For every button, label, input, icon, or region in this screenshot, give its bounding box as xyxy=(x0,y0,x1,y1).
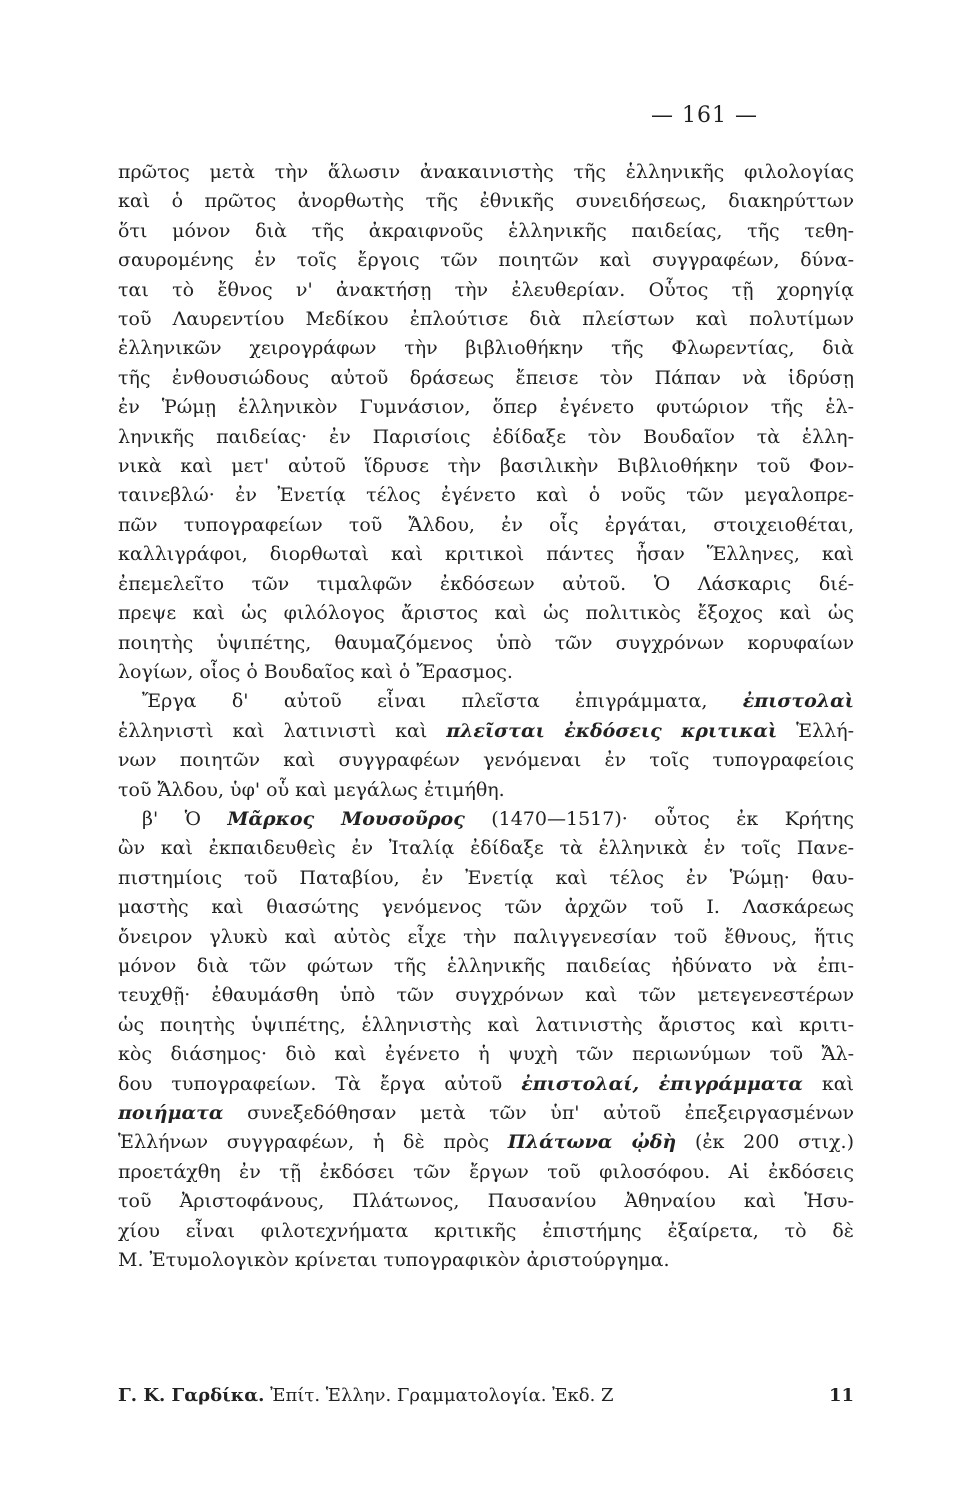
text-line: νων ποιητῶν καὶ συγγραφέων γενόμεναι ἐν τοῖς τυπογραφείοις xyxy=(118,749,854,772)
text-line: ποιήματα συνεξεδόθησαν μετὰ τῶν ὑπ' αὐτοῦ ἐπεξειργασμένων xyxy=(118,1102,854,1124)
text-line: ἐν Ῥώμῃ ἑλληνικὸν Γυμνάσιον, ὅπερ ἐγένετο φυτώριον τῆς ἑλ- xyxy=(118,396,854,419)
body-text xyxy=(118,158,854,1275)
emphasized-term: Πλάτωνα ᾠδὴ xyxy=(507,1131,677,1154)
text-line: πῶν τυπογραφείων τοῦ Ἄλδου, ἐν οἷς ἐργάται, στοιχειοθέται, xyxy=(118,513,854,536)
text-line: σαυρομένης ἐν τοῖς ἔργοις τῶν ποιητῶν καὶ συγγραφέων, δύνα- xyxy=(118,249,854,272)
emphasized-term: ποιήματα xyxy=(118,1102,224,1124)
text-line: ται τὸ ἔθνος ν' ἀνακτήσῃ τὴν ἐλευθερίαν. Οὗτος τῇ χορηγίᾳ xyxy=(118,278,854,301)
text-line: τοῦ Ἄλδου, ὑφ' οὗ καὶ μεγάλως ἐτιμήθη. xyxy=(118,778,505,801)
text-line: ταινεβλώ· ἐν Ἐνετίᾳ τέλος ἐγένετο καὶ ὁ νοῦς τῶν μεγαλοπρε- xyxy=(118,484,854,507)
footer-title: Ἐπίτ. Ἑλλην. Γραμματολογία. Ἐκδ. Ζ xyxy=(270,1385,614,1406)
text-line: τοῦ Λαυρεντίου Μεδίκου ἐπλούτισε διὰ πλείστων καὶ πολυτίμων xyxy=(118,308,854,331)
text-line: πρεψε καὶ ὡς φιλόλογος ἄριστος καὶ ὡς πολιτικὸς ἔξοχος καὶ ὡς xyxy=(118,602,854,625)
text-line: χίου εἶναι φιλοτεχνήματα κριτικῆς ἐπιστήμης ἐξαίρετα, τὸ δὲ xyxy=(118,1219,854,1242)
emphasized-term: ἐπιστολαί, ἐπιγράμματα xyxy=(521,1072,803,1095)
text-line: πιστημίοις τοῦ Παταβίου, ἐν Ἐνετίᾳ καὶ τέλος ἐν Ῥώμῃ· θαυ- xyxy=(118,866,854,889)
text-line: ἑλληνιστὶ καὶ λατινιστὶ καὶ πλεῖσται ἐκδόσεις κριτικαὶ Ἑλλή- xyxy=(118,719,854,742)
text-line: ὄνειρον γλυκὺ καὶ αὐτὸς εἶχε τὴν παλιγγενεσίαν τοῦ ἔθνους, ἥτις xyxy=(118,925,854,948)
text-line: μαστὴς καὶ θιασώτης γενόμενος τῶν ἀρχῶν τοῦ Ι. Λασκάρεως xyxy=(118,896,854,919)
text-line: τῆς ἐνθουσιώδους αὐτοῦ δράσεως ἔπεισε τὸν Πάπαν νὰ ἱδρύσῃ xyxy=(118,366,854,389)
text-line: ὡς ποιητὴς ὑψιπέτης, ἑλληνιστὴς καὶ λατινιστὴς ἄριστος καὶ κριτι- xyxy=(118,1013,854,1036)
text-line: ἐπεμελεῖτο τῶν τιμαλφῶν ἐκδόσεων αὐτοῦ. Ὁ Λάσκαρις διέ- xyxy=(118,572,854,595)
text-line: μόνον διὰ τῶν φώτων τῆς ἑλληνικῆς παιδείας ἠδύνατο νὰ ἐπι- xyxy=(118,954,854,977)
text-line: Μ. Ἐτυμολογικὸν κρίνεται τυπογραφικὸν ἀριστούργημα. xyxy=(118,1249,670,1272)
emphasized-term: Μᾶρκος Μουσοῦρος xyxy=(227,807,465,830)
text-line: Ἔργα δ' αὐτοῦ εἶναι πλεῖστα ἐπιγράμματα, ἐπιστολαὶ xyxy=(142,690,854,713)
text-line: ὢν καὶ ἐκπαιδευθεὶς ἐν Ἰταλίᾳ ἐδίδαξε τὰ ἑλληνικὰ ἐν τοῖς Πανε- xyxy=(118,837,854,860)
text-line: νικὰ καὶ μετ' αὐτοῦ ἵδρυσε τὴν βασιλικὴν Βιβλιοθήκην τοῦ Φον- xyxy=(118,455,854,478)
page-number: — 161 — xyxy=(651,103,758,128)
text-line: δου τυπογραφείων. Τὰ ἔργα αὐτοῦ ἐπιστολαί, ἐπιγράμματα καὶ xyxy=(118,1072,854,1095)
text-line: ποιητὴς ὑψιπέτης, θαυμαζόμενος ὑπὸ τῶν συγχρόνων κορυφαίων xyxy=(118,631,854,654)
text-line: καὶ ὁ πρῶτος ἀνορθωτὴς τῆς ἐθνικῆς συνειδήσεως, διακηρύττων xyxy=(118,190,854,213)
text-line: τευχθῇ· ἐθαυμάσθη ὑπὸ τῶν συγχρόνων καὶ τῶν μετεγενεστέρων xyxy=(118,984,854,1007)
text-line: ληνικῆς παιδείας· ἐν Παρισίοις ἐδίδαξε τὸν Βουδαῖον τὰ ἑλλη- xyxy=(118,425,854,448)
footer-citation xyxy=(118,1385,614,1406)
text-line: πρῶτος μετὰ τὴν ἅλωσιν ἀνακαινιστὴς τῆς ἑλληνικῆς φιλολογίας xyxy=(118,161,854,183)
emphasized-term: ἐπιστολαὶ xyxy=(742,690,854,713)
text-line: λογίων, οἷος ὁ Βουδαῖος καὶ ὁ Ἔρασμος. xyxy=(118,660,513,683)
text-line: τοῦ Ἀριστοφάνους, Πλάτωνος, Παυσανίου Ἀθηναίου καὶ Ἡσυ- xyxy=(118,1190,854,1213)
signature-mark: 11 xyxy=(828,1385,854,1406)
footer-authors: Γ. Κ. Γαρδίκα. xyxy=(118,1385,265,1406)
text-line: καλλιγράφοι, διορθωταὶ καὶ κριτικοὶ πάντες ἦσαν Ἕλληνες, καὶ xyxy=(118,543,854,566)
text-line: ἑλληνικῶν χειρογράφων τὴν βιβλιοθήκην τῆς Φλωρεντίας, διὰ xyxy=(118,337,854,360)
text-line: Ἑλλήνων συγγραφέων, ἡ δὲ πρὸς Πλάτωνα ᾠδὴ (ἐκ 200 στιχ.) xyxy=(118,1131,854,1154)
emphasized-term: πλεῖσται ἐκδόσεις κριτικαὶ xyxy=(446,719,778,742)
text-line: β' Ὁ Μᾶρκος Μουσοῦρος (1470—1517)· οὗτος ἐκ Κρήτης xyxy=(142,807,854,830)
page-footer xyxy=(118,1385,854,1406)
text-line: ὅτι μόνον διὰ τῆς ἀκραιφνοῦς ἑλληνικῆς παιδείας, τῆς τεθη- xyxy=(118,219,854,242)
text-line: κὸς διάσημος· διὸ καὶ ἐγένετο ἡ ψυχὴ τῶν περιωνύμων τοῦ Ἄλ- xyxy=(118,1043,854,1066)
text-line: προετάχθη ἐν τῇ ἐκδόσει τῶν ἔργων τοῦ φιλοσόφου. Αἱ ἐκδόσεις xyxy=(118,1160,854,1183)
